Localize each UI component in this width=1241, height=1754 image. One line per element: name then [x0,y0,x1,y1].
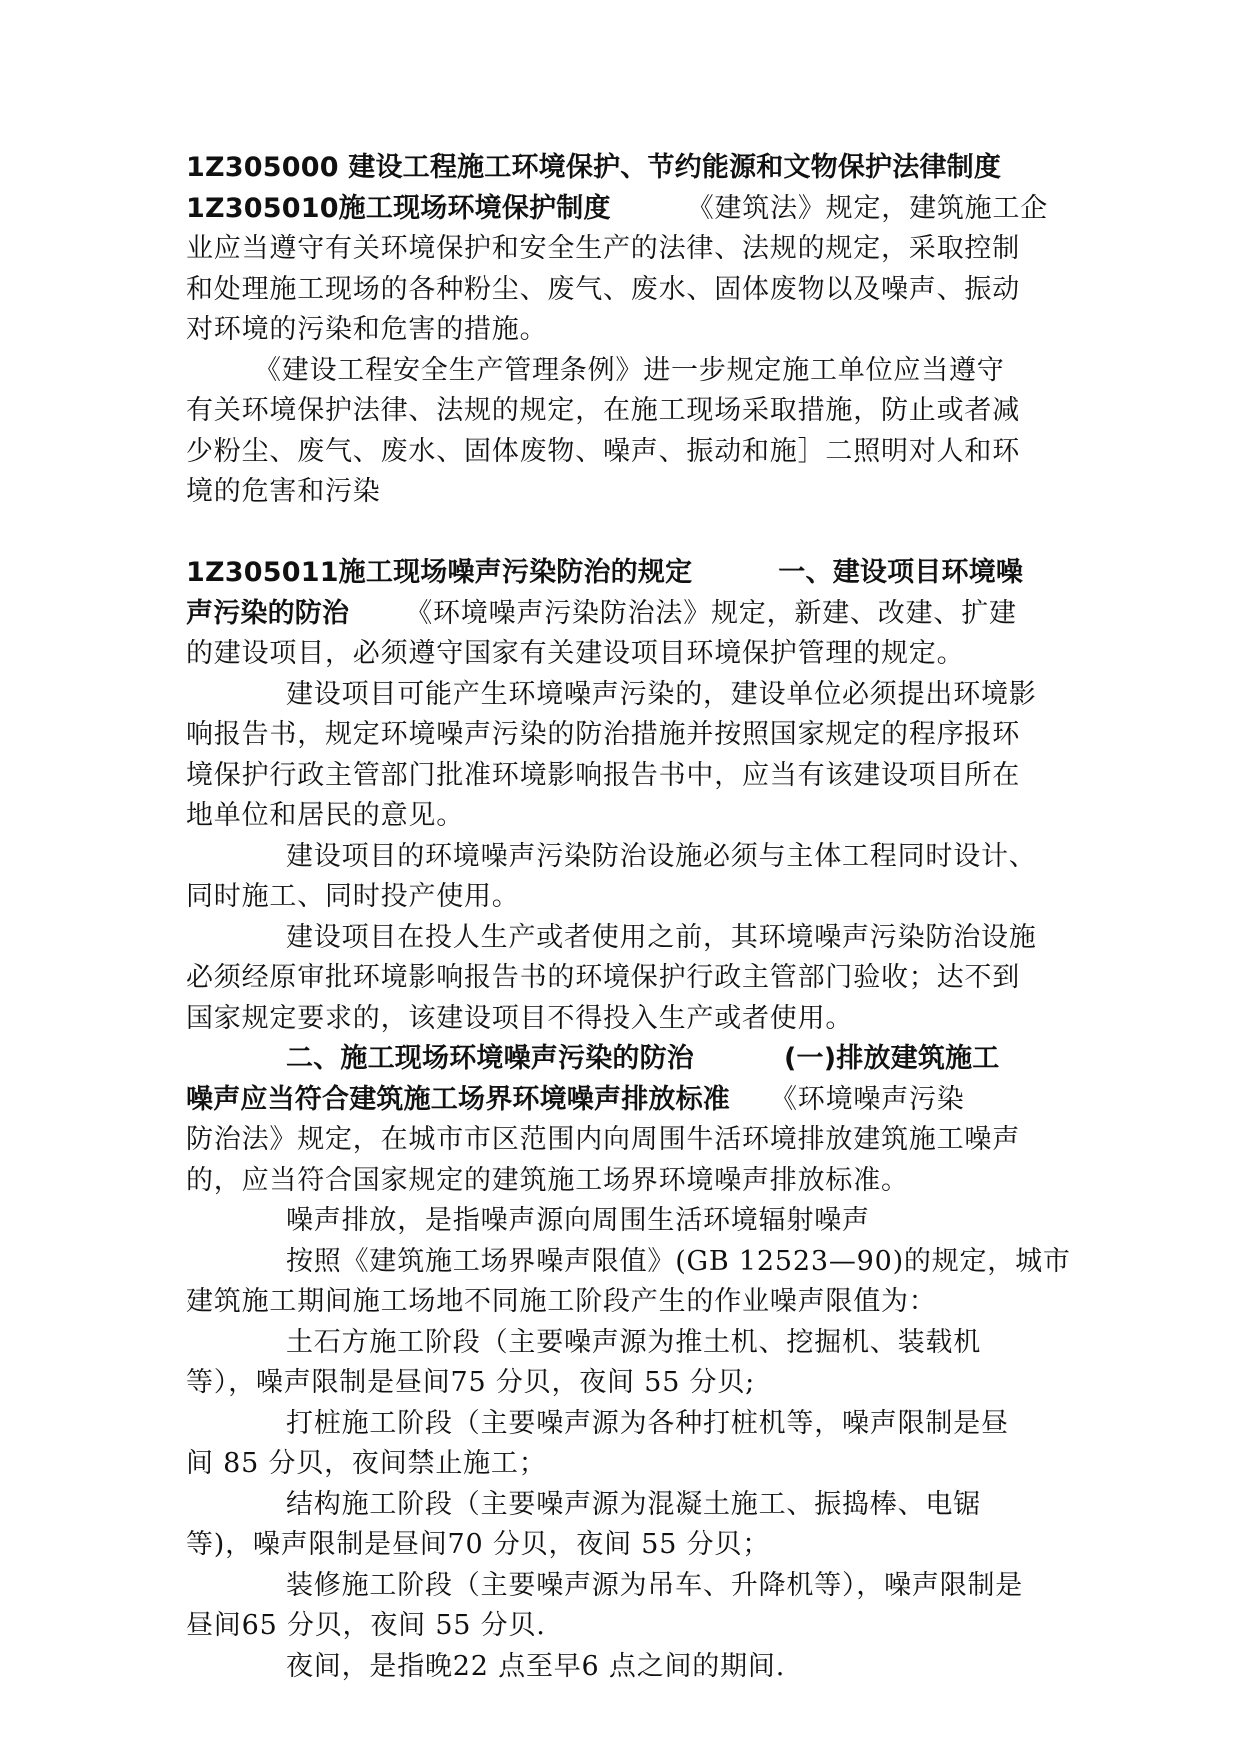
subsection-line [186,1039,1066,1080]
subsection-3-heading-cont: 噪声应当符合建筑施工场界环境噪声排放标准 [186,1083,730,1115]
section-2-heading: 1Z305011施工现场噪声污染防治的规定 [186,557,693,588]
paragraph-line: 建设项目的环境噪声污染防治设施必须与主体工程同时设计、 [286,840,1037,872]
subsection-line [186,1080,1066,1121]
section-2-line-2 [186,594,1066,635]
paragraph-line: 业应当遵守有关环境保护和安全生产的法律、法规的规定，采取控制 [186,233,1020,264]
paragraph-line: 响报告书，规定环境噪声污染的防治措施并按照国家规定的程序报环 [186,719,1020,750]
paragraph-line: 建筑施工期间施工场地不同施工阶段产生的作业噪声限值为： [186,1286,937,1317]
paragraph-line: 噪声排放，是指噪声源向周围生活环境辐射噪声 [286,1205,870,1236]
subsection-1-heading-cont: 声污染的防治 [186,597,350,629]
subsection-2-heading: 二、施工现场环境噪声污染的防治 [286,1043,694,1074]
paragraph-line: 少粉尘、废气、废水、固体废物、噪声、振动和施］二照明对人和环 [186,435,1020,467]
paragraph-line: 有关环境保护法律、法规的规定，在施工现场采取措施，防止或者减 [186,395,1020,426]
paragraph-line: 等)，噪声限制是昼间70 分贝，夜间 55 分贝； [186,1529,770,1560]
paragraph-line: 境保护行政主管部门批准环境影响报告书中，应当有该建设项目所在 [186,759,1020,791]
paragraph-line: 等），噪声限制是昼间75 分贝，夜间 55 分贝; [186,1367,756,1398]
section-1-line-1 [186,189,1066,230]
paragraph-line: 夜间，是指晚22 点至早6 点之间的期间. [286,1650,786,1682]
section-1-heading: 1Z305010施工现场环境保护制度 [186,192,611,224]
paragraph-line: 防治法》规定，在城市市区范围内向周围牛活环境排放建筑施工噪声 [186,1124,1020,1155]
paragraph-line: 的建设项目，必须遵守国家有关建设项目环境保护管理的规定。 [186,638,965,669]
paragraph-line: 按照《建筑施工场界噪声限值》(GB 12523—90)的规定，城市 [286,1245,1071,1277]
paragraph-line: 境的危害和污染 [186,476,381,507]
paragraph-line: 间 85 分贝，夜间禁止施工； [186,1448,547,1479]
paragraph-line: 的，应当符合国家规定的建筑施工场界环境噪声排放标准。 [186,1164,909,1196]
paragraph-line: 对环境的污染和危害的措施。 [186,314,548,345]
section-2-text: 《环境噪声污染防治法》规定，新建、改建、扩建 [405,597,1017,629]
subsection-text: 《环境噪声污染 [770,1083,965,1115]
chapter-title: 1Z305000 建设工程施工环境保护、节约能源和文物保护法律制度 [186,152,1002,183]
paragraph-line: 装修施工阶段（主要噪声源为吊车、升降机等），噪声限制是 [286,1569,1024,1601]
subsection-1-heading: 一、建设项目环境噪 [778,557,1024,588]
paragraph-line: 结构施工阶段（主要噪声源为混凝土施工、振捣棒、电锯 [286,1488,981,1520]
paragraph-line: 昼间65 分贝，夜间 55 分贝. [186,1610,546,1641]
section-2-line-1 [186,553,1066,594]
paragraph-line: 建设项目可能产生环境噪声污染的，建设单位必须提出环境影 [286,678,1037,710]
paragraph-line: 《建设工程安全生产管理条例》进一步规定施工单位应当遵守 [254,354,1005,386]
subsection-3-heading: (一)排放建筑施工 [784,1043,1000,1074]
paragraph-line: 土石方施工阶段（主要噪声源为推土机、挖掘机、装载机 [286,1326,981,1358]
paragraph-line: 地单位和居民的意见。 [186,800,464,831]
paragraph-line: 建设项目在投人生产或者使用之前，其环境噪声污染防治设施 [286,921,1037,953]
section-1-text: 《建筑法》规定，建筑施工企 [686,192,1049,224]
paragraph-line: 同时施工、同时投产使用。 [186,881,520,912]
paragraph-line: 国家规定要求的，该建设项目不得投入生产或者使用。 [186,1002,854,1034]
paragraph-line: 和处理施工现场的各种粉尘、废气、废水、固体废物以及噪声、振动 [186,273,1020,305]
document-body [186,148,1071,1687]
paragraph-line: 必须经原审批环境影响报告书的环境保护行政主管部门验收；达不到 [186,962,1020,993]
paragraph-line: 打桩施工阶段（主要噪声源为各种打桩机等，噪声限制是昼 [286,1407,1009,1439]
